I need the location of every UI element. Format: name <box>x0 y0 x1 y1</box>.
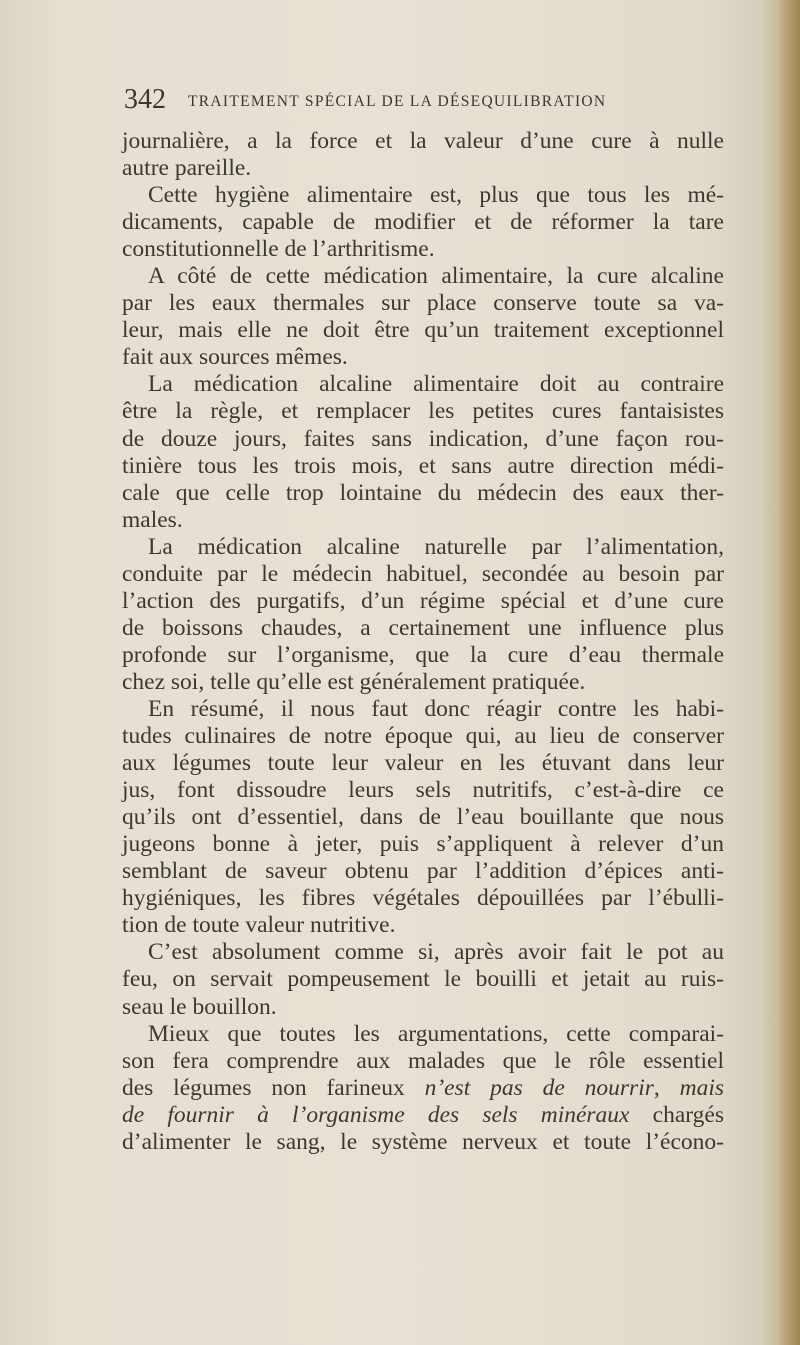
text-line: jugeons bonne à jeter, puis s’appliquent à relever d’un <box>122 831 724 858</box>
text-line: Cette hygiène alimentaire est, plus que tous les mé- <box>148 182 724 209</box>
page-edge-shadow <box>778 0 800 1345</box>
text-line: hygiéniques, les fibres végétales dépouillées par l’ébulli- <box>122 885 724 912</box>
page-number: 342 <box>124 84 166 115</box>
text-line: La médication alcaline naturelle par l’alimentation, <box>148 533 724 560</box>
text-line: profonde sur l’organisme, que la cure d’eau thermale <box>122 641 724 668</box>
text-line: qu’ils ont d’essentiel, dans de l’eau bouillante que nous <box>122 804 724 831</box>
body-text <box>122 128 724 1156</box>
italic-run: de fournir à l’organisme des sels minéraux <box>122 1101 630 1128</box>
text-line: chez soi, telle qu’elle est généralement pratiquée. <box>122 668 586 695</box>
text-line: leur, mais elle ne doit être qu’un traitement exceptionnel <box>122 317 724 344</box>
text-line: feu, on servait pompeusement le bouilli et jetait au ruis- <box>122 966 724 993</box>
text-line: En résumé, il nous faut donc réagir contre les habi- <box>148 695 724 722</box>
text-line: de boissons chaudes, a certainement une influence plus <box>122 614 724 641</box>
text-line: cale que celle trop lointaine du médecin des eaux ther- <box>122 479 724 506</box>
text-line: tudes culinaires de notre époque qui, au lieu de conserver <box>122 723 724 750</box>
italic-run: mais <box>679 1074 725 1101</box>
text-line: semblant de saveur obtenu par l’addition d’épices anti- <box>122 858 724 885</box>
text-line: de douze jours, faites sans indication, d’une façon rou- <box>122 425 724 452</box>
text-line: tion de toute valeur nutritive. <box>122 912 396 939</box>
text-line: La médication alcaline alimentaire doit au contraire <box>148 371 724 398</box>
text-line: être la règle, et remplacer les petites cures fantaisistes <box>122 398 724 425</box>
text-line: aux légumes toute leur valeur en les étuvant dans leur <box>122 750 724 777</box>
text-line: C’est absolument comme si, après avoir fait le pot au <box>148 939 724 966</box>
text-line: jus, font dissoudre leurs sels nutritifs, c’est-à-dire ce <box>122 777 724 804</box>
text-line: constitutionnelle de l’arthritisme. <box>122 236 435 263</box>
text-line: journalière, a la force et la valeur d’une cure à nulle <box>122 128 724 154</box>
text-line: dicaments, capable de modifier et de réformer la tare <box>122 209 724 236</box>
page-header <box>124 82 684 118</box>
text-line: fait aux sources mêmes. <box>122 344 348 371</box>
text-line: Mieux que toutes les argumentations, cette comparai- <box>148 1020 724 1047</box>
text-line: males. <box>122 506 183 533</box>
text-line: d’alimenter le sang, le système nerveux et toute l’écono- <box>122 1128 724 1155</box>
running-title: TRAITEMENT SPÉCIAL DE LA DÉSEQUILIBRATION <box>188 93 607 110</box>
text-run: chargés <box>629 1101 724 1128</box>
text-line: autre pareille. <box>122 155 252 182</box>
text-run: des légumes non farineux <box>122 1074 425 1101</box>
text-line: seau le bouillon. <box>122 993 277 1020</box>
text-line-mixed <box>122 1102 724 1129</box>
text-line: A côté de cette médication alimentaire, la cure alcaline <box>148 263 724 290</box>
italic-run: n’est pas de nourrir <box>424 1074 654 1101</box>
text-line: par les eaux thermales sur place conserve toute sa va- <box>122 290 724 317</box>
text-line: conduite par le médecin habituel, secondée au besoin par <box>122 560 724 587</box>
text-line: l’action des purgatifs, d’un régime spécial et d’une cure <box>122 587 724 614</box>
text-line-mixed <box>122 1075 724 1102</box>
text-run: , <box>653 1074 680 1101</box>
text-line: tinière tous les trois mois, et sans autre direction médi- <box>122 452 724 479</box>
text-line: son fera comprendre aux malades que le rôle essentiel <box>122 1047 724 1074</box>
